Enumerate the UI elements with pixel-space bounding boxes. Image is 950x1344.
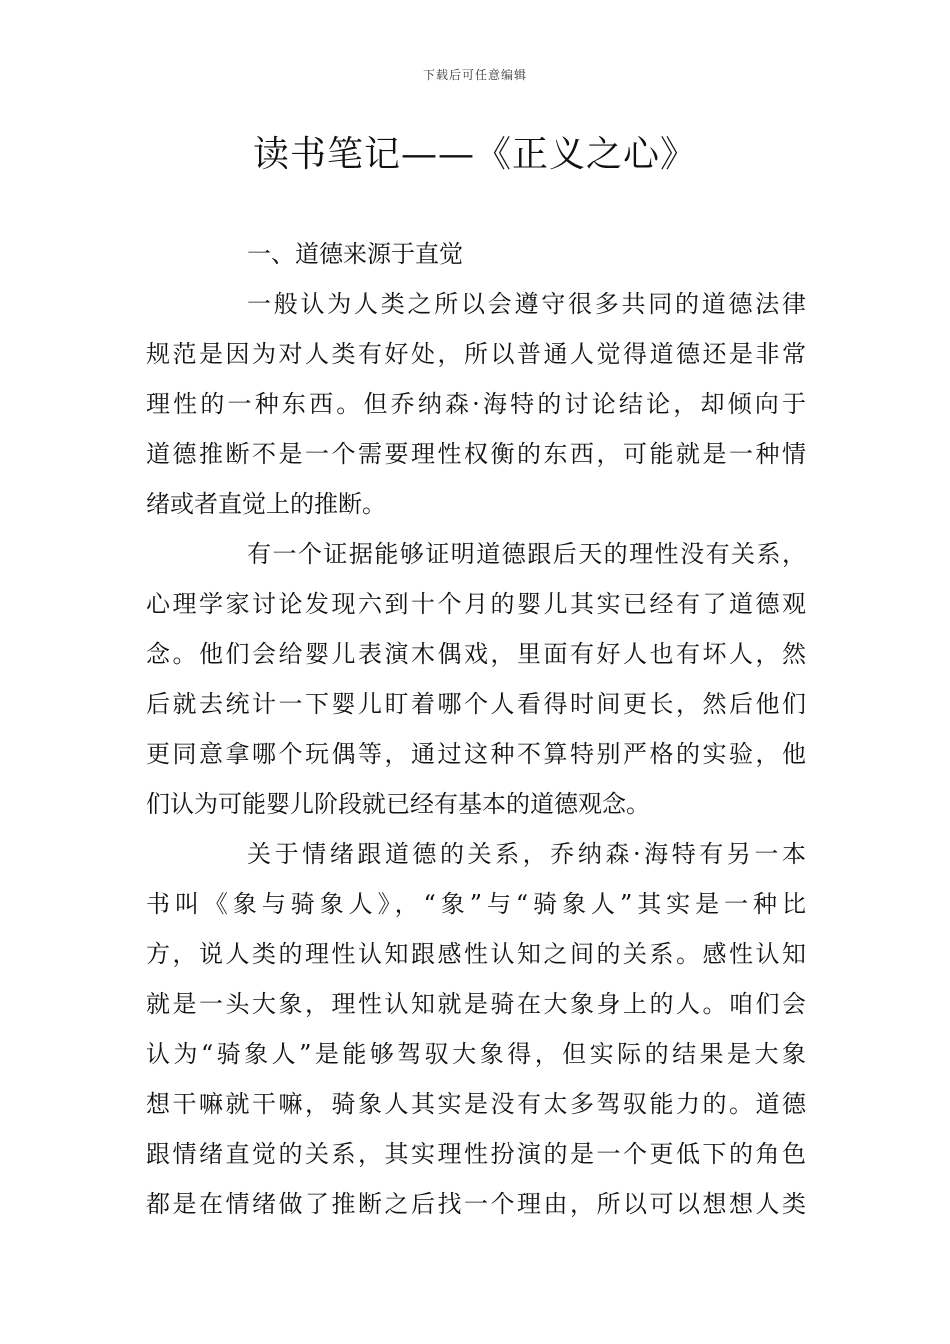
paragraph-line: 就是一头大象，理性认知就是骑在大象身上的人。咱们会: [146, 990, 806, 1018]
document-title: 读书笔记——《正义之心》: [252, 134, 697, 175]
paragraph-line: 都是在情绪做了推断之后找一个理由，所以可以想想人类: [146, 1190, 806, 1218]
section-heading: 一、道德来源于直觉: [247, 240, 463, 268]
paragraph-line: 道德推断不是一个需要理性权衡的东西，可能就是一种情: [146, 440, 806, 468]
paragraph-line: 绪或者直觉上的推断。: [146, 490, 386, 518]
paragraph-line: 跟情绪直觉的关系，其实理性扮演的是一个更低下的角色: [146, 1140, 806, 1168]
paragraph-2: [146, 529, 806, 829]
paragraph-line: 后就去统计一下婴儿盯着哪个人看得时间更长，然后他们: [146, 690, 806, 718]
paragraph-3: [146, 829, 806, 1229]
paragraph-line: 心理学家讨论发现六到十个月的婴儿其实已经有了道德观: [146, 590, 806, 618]
paragraph-line: 想干嘛就干嘛，骑象人其实是没有太多驾驭能力的。道德: [146, 1090, 806, 1118]
paragraph-line: 们认为可能婴儿阶段就已经有基本的道德观念。: [146, 790, 650, 818]
paragraph-line: 理性的一种东西。但乔纳森·海特的讨论结论，却倾向于: [146, 390, 806, 418]
paragraph-line: 关于情绪跟道德的关系，乔纳森·海特有另一本: [247, 840, 806, 868]
header-note: 下载后可任意编辑: [422, 68, 527, 82]
paragraph-1: [146, 279, 806, 529]
paragraph-line: 认为“骑象人”是能够驾驭大象得，但实际的结果是大象: [146, 1040, 806, 1068]
paragraph-line: 规范是因为对人类有好处，所以普通人觉得道德还是非常: [146, 340, 806, 368]
paragraph-line: 方，说人类的理性认知跟感性认知之间的关系。感性认知: [146, 940, 806, 968]
paragraph-line: 更同意拿哪个玩偶等，通过这种不算特别严格的实验，他: [146, 740, 806, 768]
paragraph-line: 一般认为人类之所以会遵守很多共同的道德法律: [247, 290, 806, 318]
paragraph-line: 书叫《象与骑象人》，“象”与“骑象人”其实是一种比: [146, 890, 806, 918]
document-body: [146, 229, 806, 1229]
paragraph-line: 有一个证据能够证明道德跟后天的理性没有关系，: [247, 540, 806, 568]
paragraph-line: 念。他们会给婴儿表演木偶戏，里面有好人也有坏人，然: [146, 640, 806, 668]
